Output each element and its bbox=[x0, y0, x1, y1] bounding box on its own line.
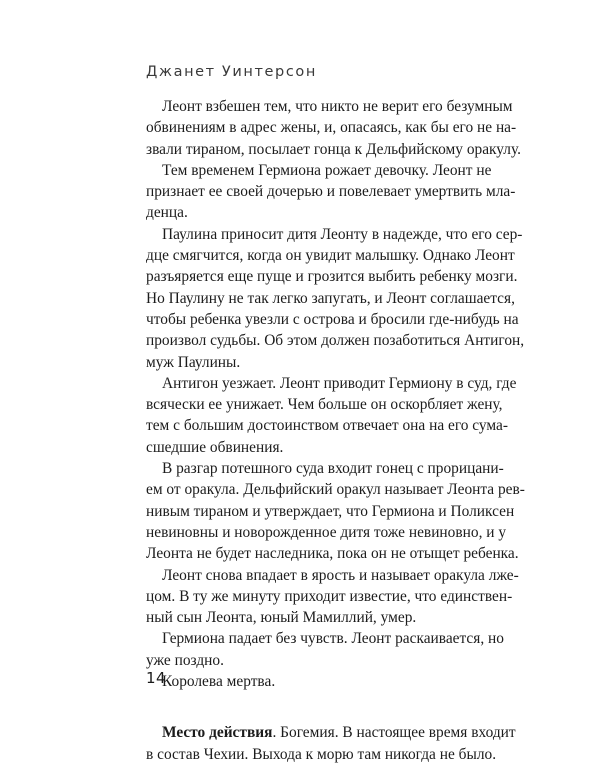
paragraph bbox=[146, 160, 516, 224]
text-line: В разгар потешного суда входит гонец с прорицани- bbox=[162, 460, 504, 478]
text-line: обвинениям в адрес жены, и, опасаясь, как бы его не на- bbox=[146, 119, 517, 137]
text-line: дце смягчится, когда он увидит малышку. Однако Леонт bbox=[146, 247, 515, 265]
paragraph bbox=[146, 628, 504, 671]
text-line: Антигон уезжает. Леонт приводит Гермиону в суд, где bbox=[162, 374, 517, 392]
paragraph bbox=[146, 565, 519, 629]
text-line: признает ее своей дочерью и повелевает умертвить мла- bbox=[146, 183, 516, 201]
paragraph bbox=[146, 458, 525, 564]
body-text bbox=[146, 96, 525, 765]
setting-text: . Богемия. В настоящее время входит bbox=[272, 724, 516, 742]
page-number: 14 bbox=[146, 669, 167, 687]
text-line: Леонт взбешен тем, что никто не верит его безумным bbox=[162, 98, 513, 115]
text-line: муж Паулины. bbox=[146, 353, 241, 371]
text-line: разъяряется еще пуще и грозится выбить ребенку мозги. bbox=[146, 268, 518, 286]
text-line: цом. В ту же минуту приходит известие, что единствен- bbox=[146, 587, 513, 605]
paragraph bbox=[146, 224, 525, 373]
text-line: нивым тираном и утверждает, что Гермиона и Поликсен bbox=[146, 502, 515, 520]
text-line: уже поздно. bbox=[146, 651, 224, 669]
setting-note bbox=[146, 722, 516, 765]
text-line bbox=[146, 722, 516, 743]
text-line: Леонта не будет наследника, пока он не отыщет ребенка. bbox=[146, 545, 519, 563]
text-line: Но Паулину не так легко запугать, и Леонт соглашается, bbox=[146, 289, 515, 307]
setting-label: Место действия bbox=[162, 724, 273, 742]
text-line: чтобы ребенка увезли с острова и бросили где-нибудь на bbox=[146, 310, 519, 328]
text-line: произвол судьбы. Об этом должен позаботиться Антигон, bbox=[146, 332, 525, 350]
text-line: тем с большим достоинством отвечает она на его сума- bbox=[146, 417, 509, 435]
text-line: Леонт снова впадает в ярость и называет оракула лже- bbox=[162, 566, 519, 584]
text-line: Королева мертва. bbox=[162, 673, 276, 691]
text-line: звали тираном, посылает гонца к Дельфийскому оракулу. bbox=[146, 140, 521, 158]
text-line: в состав Чехии. Выхода к морю там никогда не было. bbox=[146, 745, 497, 763]
text-line: всячески ее унижает. Чем больше он оскорбляет жену, bbox=[146, 396, 503, 414]
text-line: Тем временем Гермиона рожает девочку. Леонт не bbox=[162, 161, 492, 179]
text-line: сшедшие обвинения. bbox=[146, 438, 284, 456]
text-line: денца. bbox=[146, 204, 188, 222]
paragraph bbox=[146, 671, 458, 692]
text-line: невиновны и новорожденное дитя тоже невиновно, и у bbox=[146, 523, 507, 541]
running-head: Джанет Уинтерсон bbox=[146, 64, 317, 80]
text-line: Паулина приносит дитя Леонту в надежде, что его сер- bbox=[162, 225, 523, 243]
paragraph bbox=[146, 96, 521, 160]
section-gap bbox=[146, 692, 458, 722]
text-line: ем от оракула. Дельфийский оракул называет Леонта рев- bbox=[146, 481, 525, 499]
paragraph bbox=[146, 373, 517, 458]
text-line: ный сын Леонта, юный Мамиллий, умер. bbox=[146, 609, 417, 627]
text-line: Гермиона падает без чувств. Леонт раскаивается, но bbox=[162, 630, 504, 648]
